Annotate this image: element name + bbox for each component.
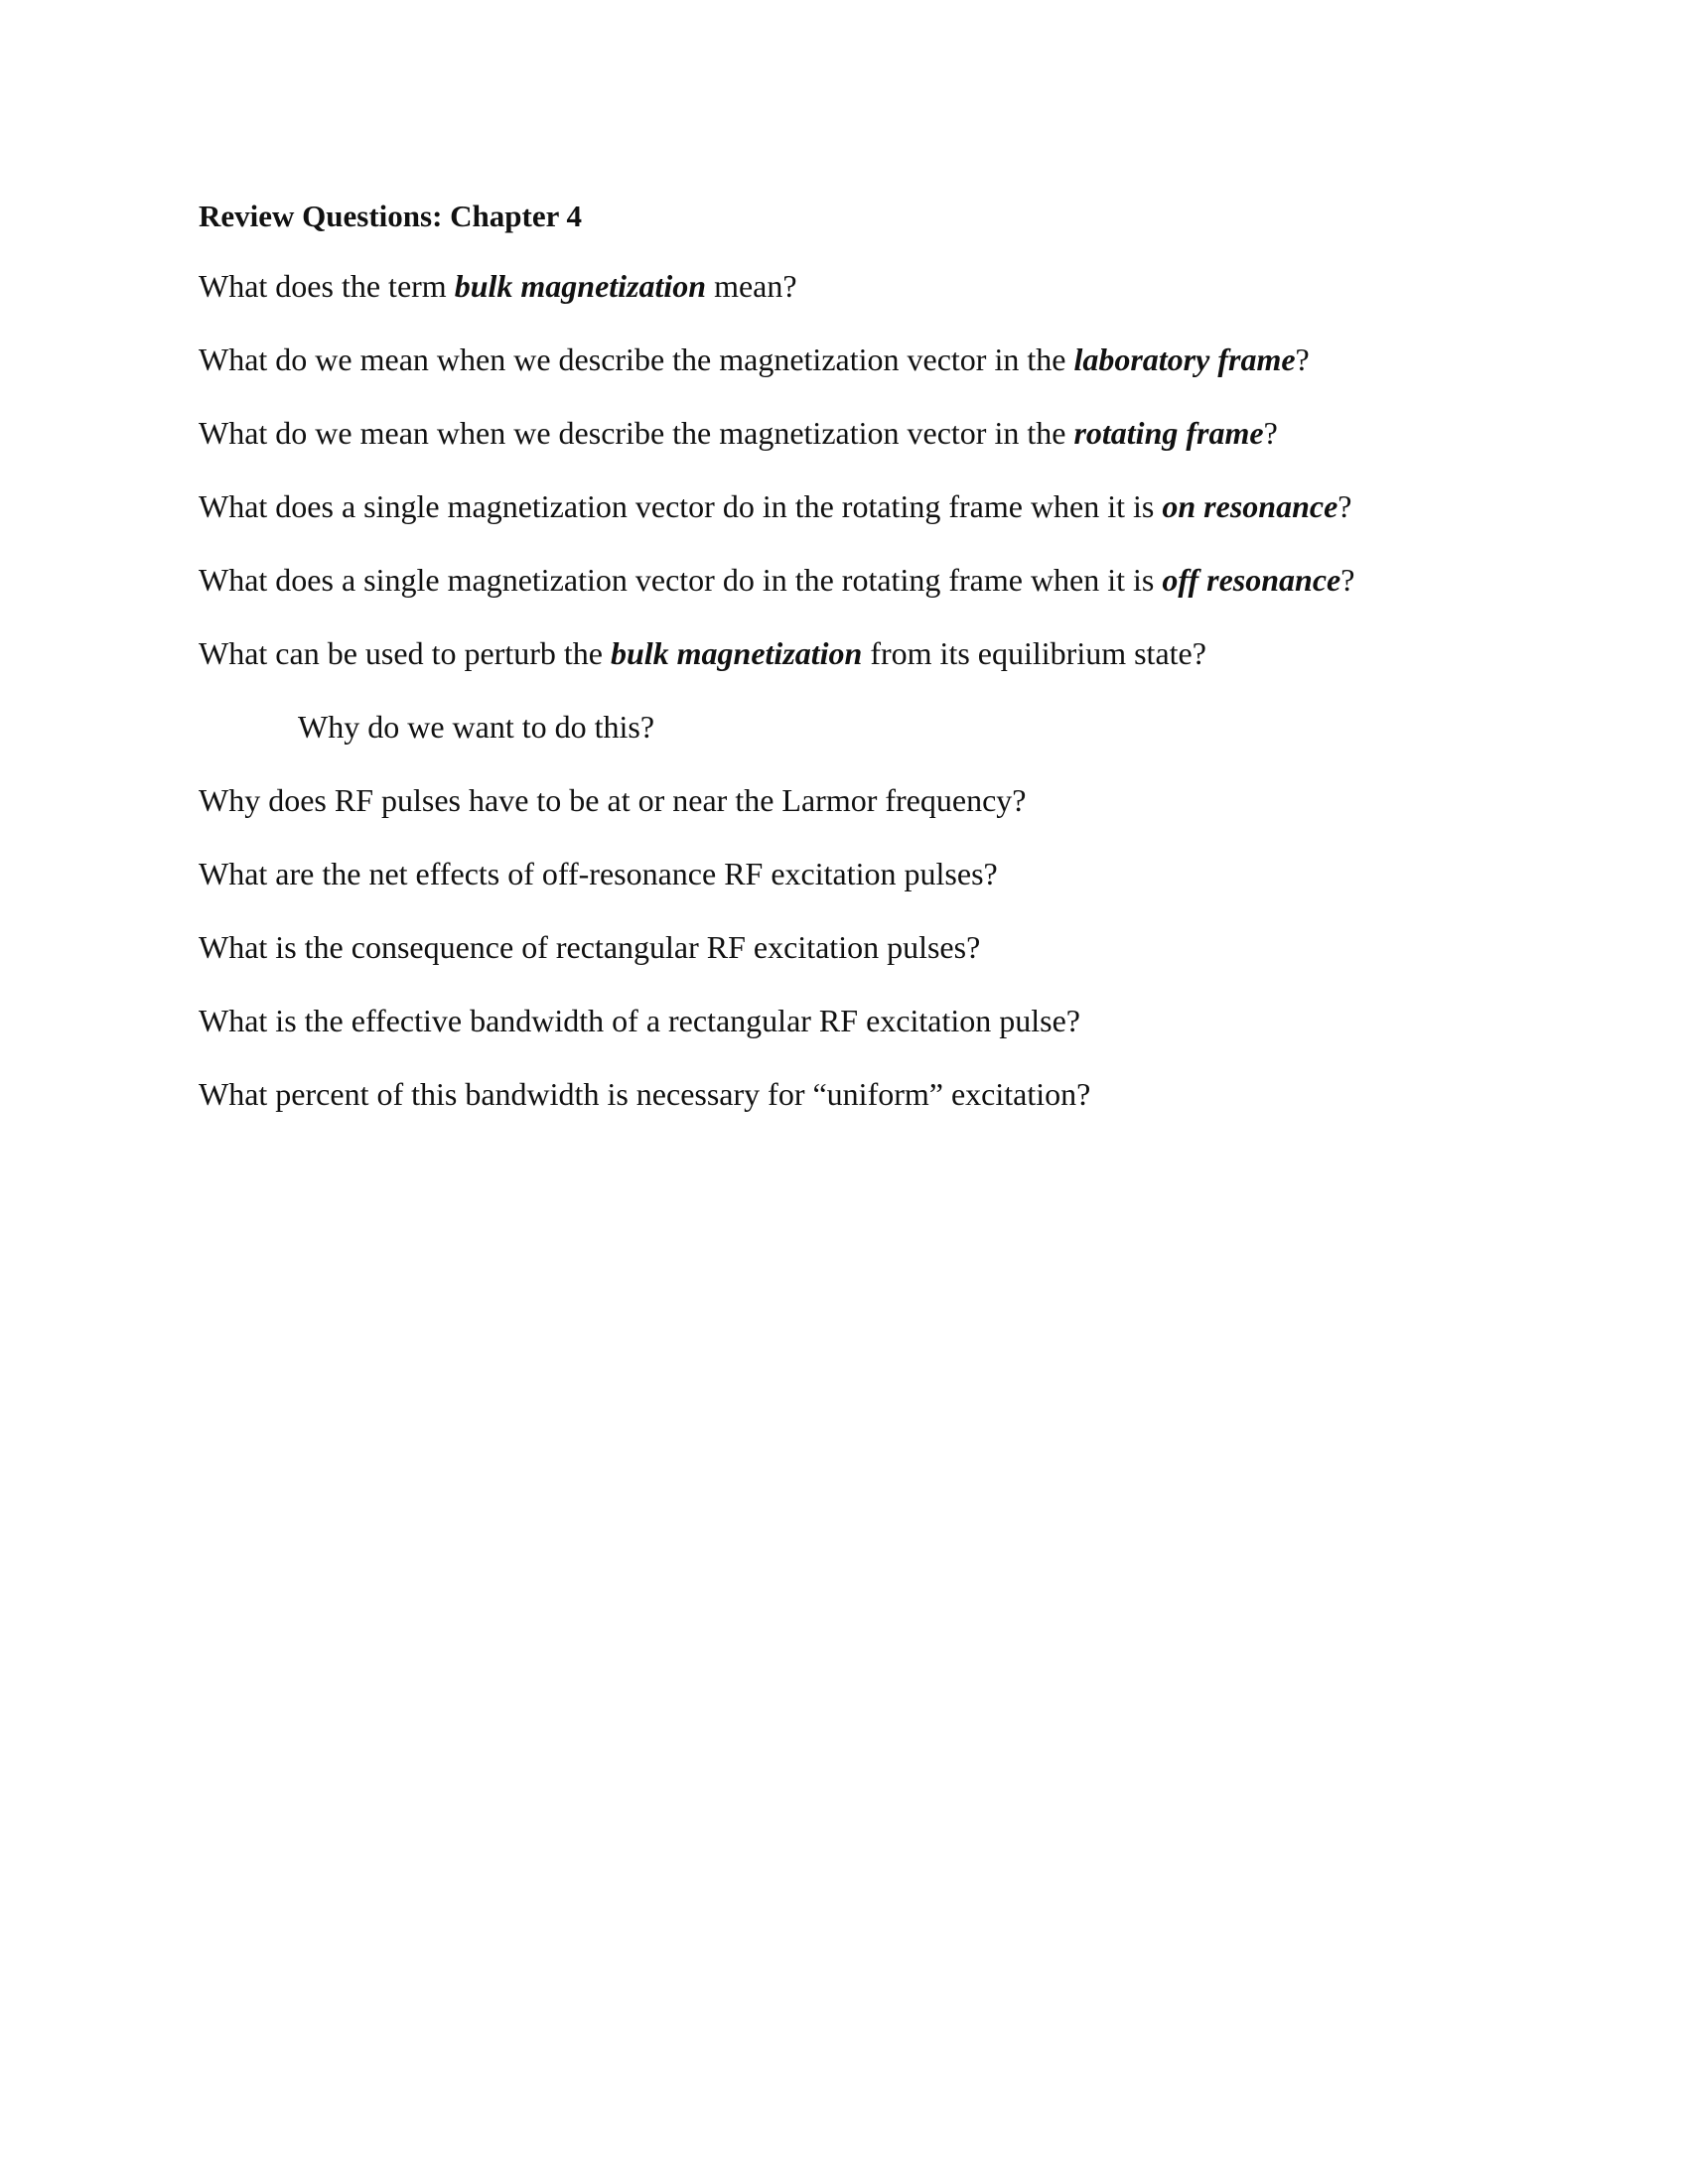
emphasized-term: bulk magnetization	[454, 268, 707, 304]
question	[199, 780, 1509, 820]
question	[199, 1074, 1509, 1114]
question	[199, 1001, 1509, 1040]
emphasized-term: on resonance	[1162, 488, 1338, 524]
question	[199, 486, 1509, 526]
page-title: Review Questions: Chapter 4	[199, 199, 583, 233]
question-text: mean?	[706, 268, 797, 304]
document-body	[199, 195, 1509, 1148]
question-text: ?	[1263, 415, 1278, 451]
question	[199, 854, 1509, 893]
question	[199, 266, 1509, 306]
question-text: ?	[1340, 562, 1355, 598]
emphasized-term: rotating frame	[1073, 415, 1264, 451]
emphasized-term: bulk magnetization	[610, 635, 863, 671]
question-text: ?	[1337, 488, 1352, 524]
question	[199, 340, 1509, 379]
question	[199, 413, 1509, 453]
question-text: What percent of this bandwidth is necessary for “uniform” excitation?	[199, 1076, 1091, 1112]
question	[199, 560, 1509, 600]
question-list	[199, 266, 1509, 1114]
question-text: What can be used to perturb the	[199, 635, 611, 671]
question-text: What is the consequence of rectangular RF excitation pulses?	[199, 929, 981, 965]
emphasized-term: laboratory frame	[1073, 341, 1296, 377]
question-text: from its equilibrium state?	[862, 635, 1206, 671]
question-text: What do we mean when we describe the magnetization vector in the	[199, 341, 1074, 377]
question-text: What are the net effects of off-resonance RF excitation pulses?	[199, 856, 998, 891]
question-text: What do we mean when we describe the magnetization vector in the	[199, 415, 1074, 451]
question	[199, 633, 1509, 673]
question-text: ?	[1295, 341, 1310, 377]
question-text: What does a single magnetization vector do in the rotating frame when it is	[199, 488, 1163, 524]
question	[199, 927, 1509, 967]
sub-question	[199, 707, 1509, 747]
question-text: What does a single magnetization vector do in the rotating frame when it is	[199, 562, 1163, 598]
emphasized-term: off resonance	[1162, 562, 1341, 598]
question-text: Why do we want to do this?	[298, 709, 655, 745]
question-text: What is the effective bandwidth of a rectangular RF excitation pulse?	[199, 1003, 1080, 1038]
question-text: What does the term	[199, 268, 455, 304]
question-text: Why does RF pulses have to be at or near the Larmor frequency?	[199, 782, 1027, 818]
